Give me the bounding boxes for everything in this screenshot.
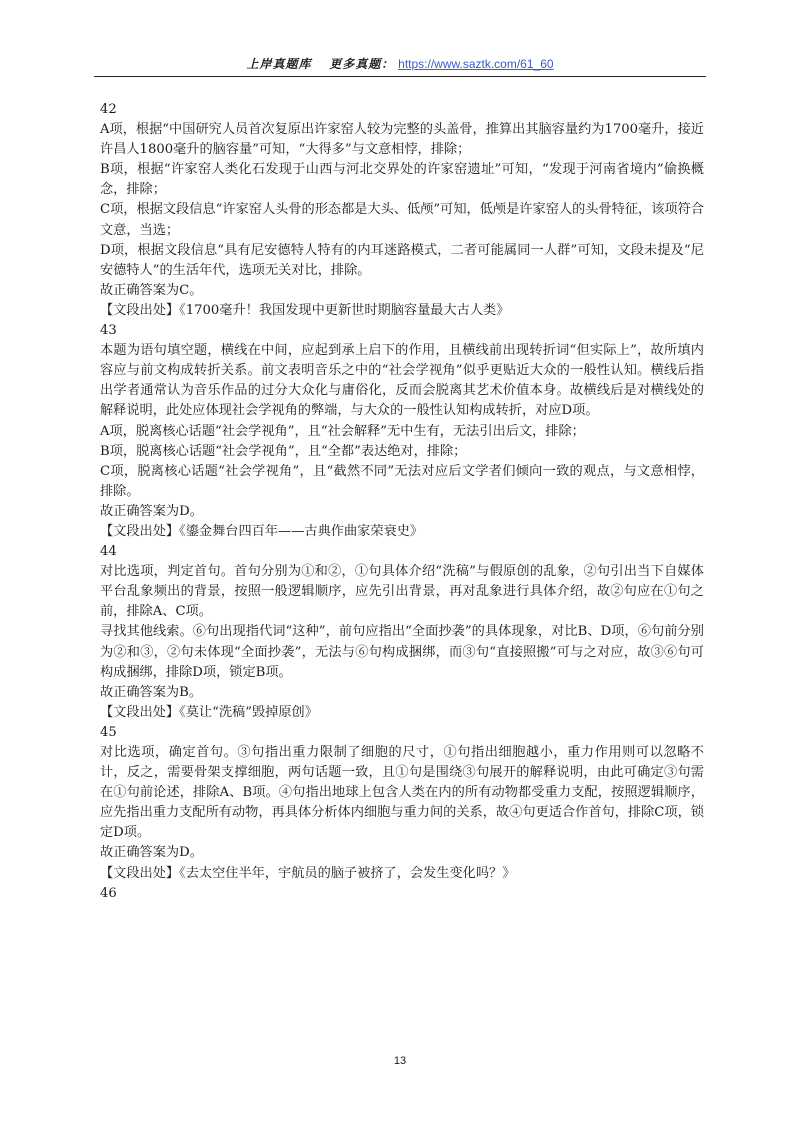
paragraph: 【文段出处】《1700毫升！我国发现中更新世时期脑容量最大古人类》 [100, 302, 510, 318]
page-number: 13 [393, 1055, 407, 1067]
paragraph: 【文段出处】《莫让“洗稿”毁掉原创》 [100, 704, 318, 720]
paragraph: 故正确答案为D。 [100, 503, 203, 519]
paragraph: A项，脱离核心话题“社会学视角”，且“社会解释”无中生有，无法引出后文，排除； [100, 423, 585, 439]
paragraph: 本题为语句填空题，横线在中间，应起到承上启下的作用，且横线前出现转折词“但实际上”，故所填内容应与前文构成转折关系。前文表明音乐之中的“社会学视角”似乎更贴近大众的一般性认知。横线后指出学者通常认为音乐作品的过分大众化与庸俗化，反而会脱离其艺术价值本身。故横线后是对横线处的解释说明，此处应体现社会学视角的弊端，与大众的一般性认知构成转折，对应D项。 [100, 343, 704, 419]
question-number: 46 [100, 885, 117, 901]
paragraph: C项，脱离核心话题“社会学视角”，且“截然不同”无法对应后文学者们倾向一致的观点，与文意相悖，排除。 [100, 463, 704, 499]
paragraph: 寻找其他线索。⑥句出现指代词“这种”，前句应指出“全面抄袭”的具体现象，对比B、D项，⑥句前分别为②和③，②句未体现“全面抄袭”，无法与⑥句构成捆绑，而③句“直接照搬”可与之对应，故③⑥句可构成捆绑，排除D项，锁定B项。 [100, 624, 704, 680]
header-brand: 上岸真题库 [246, 57, 312, 71]
paragraph: 【文段出处】《鎏金舞台四百年——古典作曲家荣衰史》 [100, 523, 424, 539]
paragraph: C项，根据文段信息“许家窑人头骨的形态都是大头、低颅”可知，低颅是许家窑人的头骨特征，该项符合文意，当选； [100, 202, 704, 238]
paragraph: D项，根据文段信息“具有尼安德特人特有的内耳迷路模式，二者可能属同一人群”可知，文段未提及“尼安德特人”的生活年代，选项无关对比，排除。 [100, 242, 704, 278]
header-more-label: 更多真题： [329, 57, 395, 71]
paragraph: 故正确答案为D。 [100, 845, 203, 861]
paragraph: 故正确答案为B。 [100, 684, 203, 700]
question-number: 44 [100, 544, 117, 560]
paragraph: 对比选项，判定首句。首句分别为①和②，①句具体介绍“洗稿”与假原创的乱象，②句引出当下自媒体平台乱象频出的背景，按照一般逻辑顺序，应先引出背景，再对乱象进行具体介绍，故②句应在①句之前，排除A、C项。 [100, 564, 704, 620]
header-url-link[interactable]: https://www.saztk.com/61_60 [398, 57, 554, 71]
page-header [94, 52, 706, 77]
question-number: 45 [100, 724, 117, 740]
question-number: 42 [100, 102, 117, 117]
question-number: 43 [100, 323, 117, 339]
paragraph: A项，根据“中国研究人员首次复原出许家窑人较为完整的头盖骨，推算出其脑容量约为1700毫升，接近许昌人1800毫升的脑容量”可知，“大得多”与文意相悖，排除； [100, 122, 704, 158]
paragraph: B项，根据“许家窑人类化石发现于山西与河北交界处的许家窑遗址”可知，“发现于河南省境内”偷换概念，排除； [100, 162, 704, 198]
paragraph: B项，脱离核心话题“社会学视角”，且“全都”表达绝对，排除； [100, 443, 467, 459]
paragraph: 故正确答案为C。 [100, 282, 203, 298]
paragraph: 【文段出处】《去太空住半年，宇航员的脑子被挤了，会发生变化吗？》 [100, 865, 516, 881]
document-body [100, 100, 704, 904]
paragraph: 对比选项，确定首句。③句指出重力限制了细胞的尺寸，①句指出细胞越小，重力作用则可以忽略不计，反之，需要骨架支撑细胞，两句话题一致，且①句是围绕③句展开的解释说明，由此可确定③句需在①句前论述，排除A、B项。④句指出地球上包含人类在内的所有动物都受重力支配，按照逻辑顺序，应先指出重力支配所有动物，再具体分析体内细胞与重力间的关系，故④句更适合作首句，排除C项，锁定D项。 [100, 745, 704, 841]
